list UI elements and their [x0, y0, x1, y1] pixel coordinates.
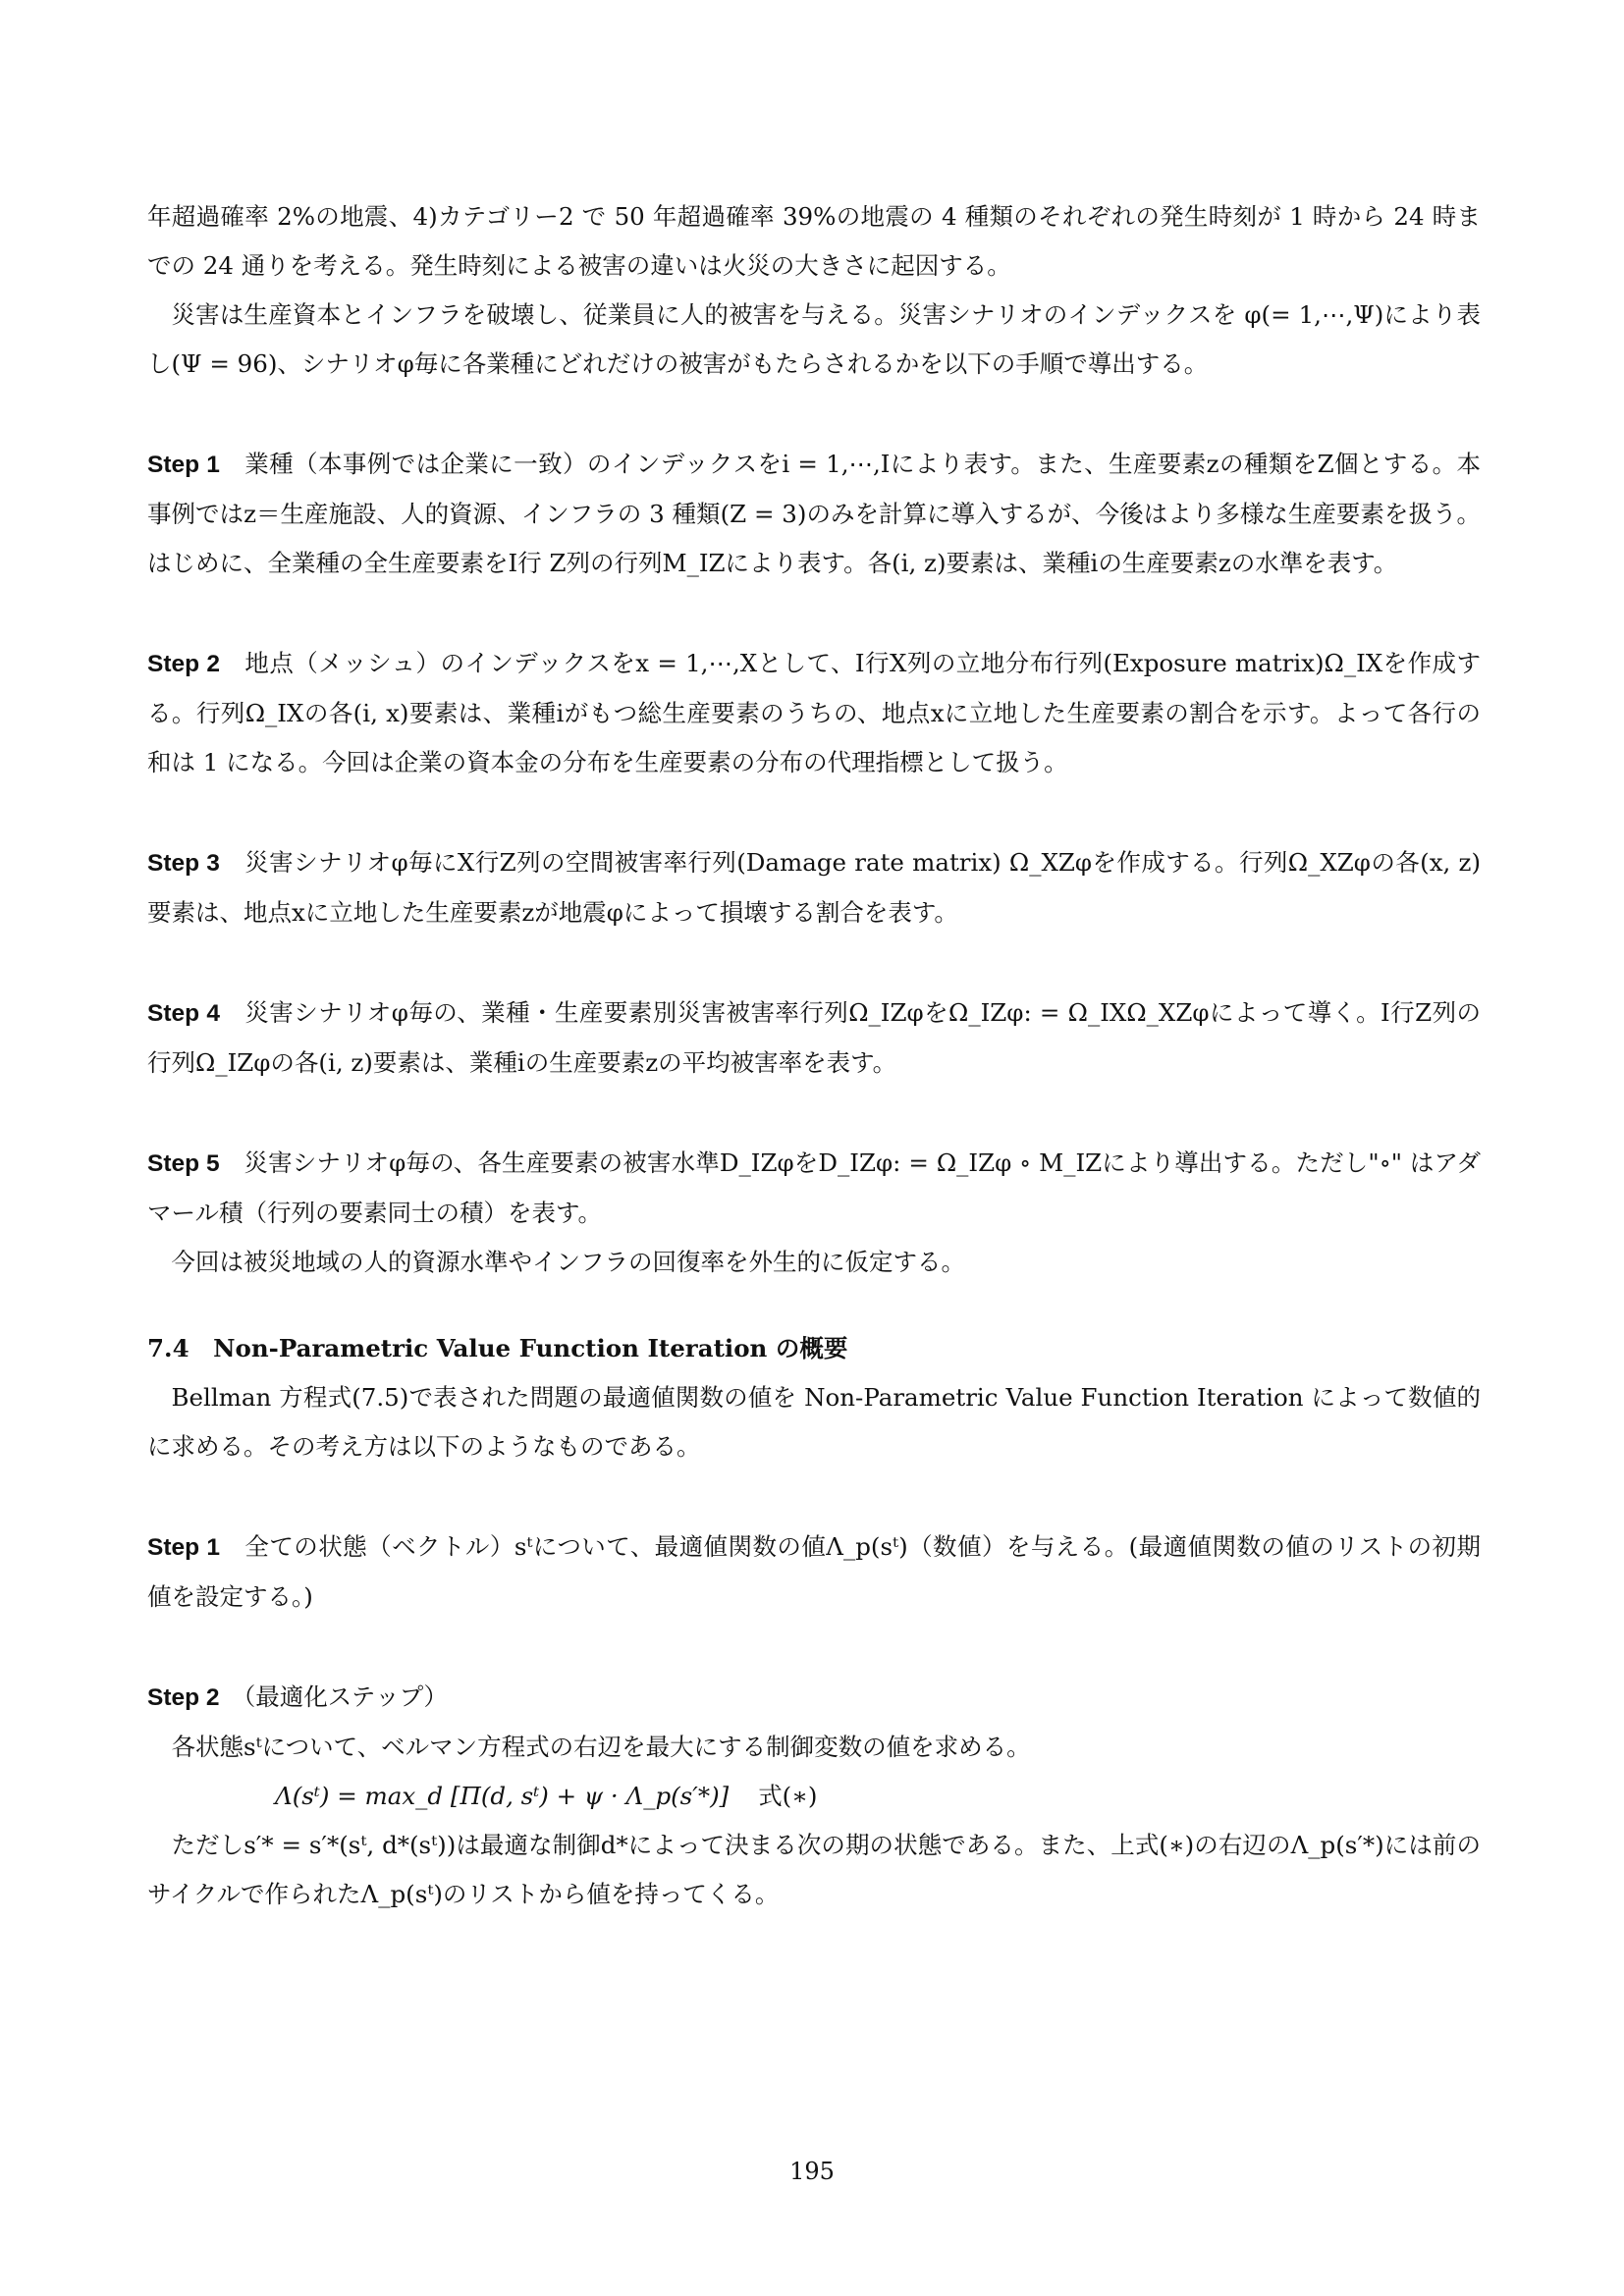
page-body [147, 192, 1481, 1919]
step5-note: 今回は被災地域の人的資源水準やインフラの回復率を外生的に仮定する。 [171, 1248, 965, 1276]
step-a1 [147, 440, 1481, 588]
formula-expression: Λ(sᵗ) = max_d [Π(d, sᵗ) + ψ · Λ_p(s′*)] [275, 1782, 730, 1810]
step-text: 災害シナリオφ毎の、業種・生産要素別災害被害率行列Ω_IZφをΩ_IZφ: = Ω_IXΩ_XZφによって導く。I行Z列の行列Ω_IZφの各(i, z)要素は、業種iの生産要素zの平均被害率を表す。 [147, 998, 1482, 1077]
step-a4 [147, 988, 1481, 1088]
section-title: Non-Parametric Value Function Iteration の概要 [213, 1334, 848, 1362]
section-number: 7.4 [147, 1334, 189, 1362]
page-number: 195 [789, 2158, 835, 2185]
section-heading [147, 1324, 1481, 1373]
step-label: Step 2 [147, 651, 220, 677]
step-label: Step 2 [147, 1684, 220, 1711]
step-b2 [147, 1673, 1481, 1723]
step-text: 業種（本事例では企業に一致）のインデックスをi = 1,⋯,Iにより表す。また、生産要素zの種類をZ個とする。本事例ではz＝生産施設、人的資源、インフラの 3 種類(Z = 3)のみを計算に導入するが、今後はより多様な生産要素を扱う。はじめに、全業種の全生産要素をI行 Z列の行列M_IZにより表す。各(i, z)要素は、業種iの生産要素zの水準を表す。 [147, 450, 1482, 577]
section-paragraph-1: Bellman 方程式(7.5)で表された問題の最適値関数の値を Non-Parametric Value Function Iteration によって数値的に求める。その考え方は以下のようなものである。 [147, 1383, 1481, 1461]
step2-body: 各状態sᵗについて、ベルマン方程式の右辺を最大にする制御変数の値を求める。 [171, 1733, 1031, 1761]
step-a2 [147, 639, 1481, 787]
step-label: Step 4 [147, 1000, 220, 1027]
step-a3 [147, 838, 1481, 937]
intro-paragraph-2: 災害は生産資本とインフラを破壊し、従業員に人的被害を与える。災害シナリオのインデックスを φ(= 1,⋯,Ψ)により表し(Ψ = 96)、シナリオφ毎に各業種にどれだけの被害がもたらされるかを以下の手順で導出する。 [147, 300, 1481, 378]
step-label: Step 3 [147, 850, 220, 877]
formula-ref: 式(∗) [758, 1782, 818, 1810]
step-b1 [147, 1522, 1481, 1622]
after-formula-paragraph: ただしs′* = s′*(sᵗ, d*(sᵗ))は最適な制御d*によって決まる次の期の状態である。また、上式(∗)の右辺のΛ_p(s′*)には前のサイクルで作られたΛ_p(sᵗ)のリストから値を持ってくる。 [147, 1831, 1481, 1908]
step-text: （最適化ステップ） [244, 1682, 449, 1711]
step-label: Step 5 [147, 1150, 220, 1177]
step-text: 地点（メッシュ）のインデックスをx = 1,⋯,Xとして、I行X列の立地分布行列(Exposure matrix)Ω_IXを作成する。行列Ω_IXの各(i, x)要素は、業種iがもつ総生産要素のうちの、地点xに立地した生産要素の割合を示す。よって各行の和は 1 になる。今回は企業の資本金の分布を生産要素の分布の代理指標として扱う。 [147, 649, 1482, 776]
step-label: Step 1 [147, 452, 220, 478]
step-text: 全ての状態（ベクトル）sᵗについて、最適値関数の値Λ_p(sᵗ)（数値）を与える。(最適値関数の値のリストの初期値を設定する。) [147, 1532, 1482, 1611]
step-text: 災害シナリオφ毎にX行Z列の空間被害率行列(Damage rate matrix) Ω_XZφを作成する。行列Ω_XZφの各(x, z)要素は、地点xに立地した生産要素zが地震φによって損壊する割合を表す。 [147, 848, 1482, 927]
intro-paragraph-1: 年超過確率 2%の地震、4)カテゴリー2 で 50 年超過確率 39%の地震の 4 種類のそれぞれの発生時刻が 1 時から 24 時までの 24 通りを考える。発生時刻による被害の違いは火災の大きさに起因する。 [147, 202, 1481, 280]
bellman-formula [275, 1772, 1481, 1821]
step-label: Step 1 [147, 1534, 220, 1561]
step-a5 [147, 1139, 1481, 1238]
step-text: 災害シナリオφ毎の、各生産要素の被害水準D_IZφをD_IZφ: = Ω_IZφ ∘ M_IZにより導出する。ただし"∘" はアダマール積（行列の要素同士の積）を表す。 [147, 1148, 1482, 1227]
